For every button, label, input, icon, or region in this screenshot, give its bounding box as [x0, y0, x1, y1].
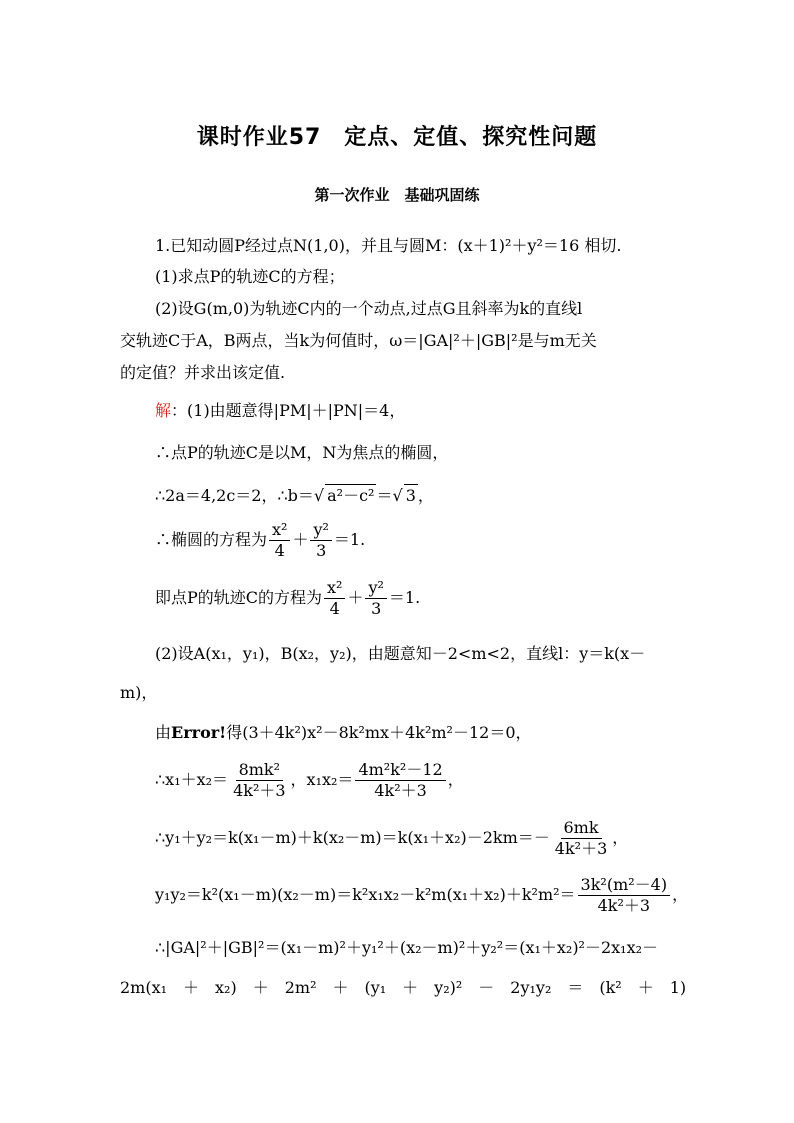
solution-line-10	[120, 818, 674, 859]
denominator: 4	[329, 599, 340, 618]
solution-text: ∴x₁＋x₂＝	[155, 770, 229, 789]
solution-text: y₁y₂＝k²(x₁－m)(x₂－m)＝k²x₁x₂－k²m(x₁＋x₂)＋k²m²＝	[155, 885, 576, 904]
solution-text: ∴y₁＋y₂＝k(x₁－m)＋k(x₂－m)＝k(x₁＋x₂)－2km＝－	[155, 828, 550, 847]
numerator: 3k²(m²－4)	[578, 875, 671, 896]
numerator: x²	[269, 520, 290, 541]
problem-line-3: (2)设G(m,0)为轨迹C内的一个动点,过点G且斜率为k的直线l	[155, 299, 583, 318]
denominator: 4k²＋3	[374, 781, 427, 800]
solution-text: ＝	[376, 486, 393, 505]
denominator: 4	[274, 541, 285, 560]
section-subtitle: 第一次作业 基础巩固练	[314, 186, 480, 204]
solution-text: 由	[155, 723, 172, 742]
numerator: 6mk	[561, 818, 602, 839]
solution-line-12: ∴|GA|²＋|GB|²＝(x₁－m)²＋y₁²＋(x₂－m)²＋y₂²＝(x₁＋x₂)²－2x₁x₂－	[155, 938, 659, 957]
fraction	[552, 818, 610, 859]
solution-label: 解	[155, 401, 172, 420]
denominator: 3	[316, 541, 327, 560]
solution-text: ＝1.	[333, 530, 366, 549]
denominator: 4k²＋3	[554, 839, 608, 858]
denominator: 3	[371, 599, 382, 618]
solution-text: ，x₁x₂＝	[290, 770, 354, 789]
problem-line-4: 交轨迹C于A，B两点，当k为何值时，ω＝|GA|²＋|GB|²是与m无关	[120, 331, 597, 350]
solution-text: ＝1.	[388, 588, 421, 607]
solution-line-9	[120, 760, 674, 801]
solution-text: ＋	[347, 588, 364, 607]
numerator: y²	[310, 520, 331, 541]
solution-line-2: ∴点P的轨迹C是以M，N为焦点的椭圆，	[155, 443, 449, 462]
problem-line-1: 1.已知动圆P经过点N(1,0)，并且与圆M：(x＋1)²＋y²＝16 相切.	[155, 236, 622, 255]
solution-text: ，	[672, 885, 689, 904]
solution-text: ，	[417, 486, 434, 505]
solution-text: ∴2a＝4,2c＝2，∴b＝	[155, 486, 314, 505]
solution-text: ，	[447, 770, 464, 789]
denominator: 4k²＋3	[597, 896, 651, 915]
problem-line-5: 的定值？并求出该定值.	[120, 363, 286, 382]
fraction	[324, 578, 345, 619]
solution-line-3: ∴2a＝4,2c＝2，∴b＝√ a²－c² ＝√ 3 ，	[155, 486, 434, 505]
numerator: x²	[324, 578, 345, 599]
numerator: y²	[365, 578, 386, 599]
denominator: 4k²＋3	[233, 781, 286, 800]
error-text: Error!	[171, 723, 227, 742]
solution-line-1	[120, 400, 674, 422]
fraction	[578, 875, 671, 916]
numerator: 8mk²	[236, 760, 283, 781]
problem-line-2: (1)求点P的轨迹C的方程；	[155, 267, 345, 286]
solution-line-5	[120, 578, 674, 619]
solution-text: ∴椭圆的方程为	[155, 530, 268, 549]
sqrt-radicand: a²－c²	[327, 486, 375, 505]
sqrt-radicand: 3	[405, 486, 416, 505]
solution-text: ＋	[292, 530, 309, 549]
fraction	[269, 520, 290, 561]
solution-text: 得(3＋4k²)x²－8k²mx＋4k²m²－12＝0，	[226, 723, 532, 742]
fraction	[355, 760, 445, 801]
solution-text: ，	[612, 828, 629, 847]
solution-line-8	[120, 722, 674, 744]
fraction	[310, 520, 331, 561]
solution-text: ：(1)由题意得|PM|＋|PN|＝4，	[171, 401, 406, 420]
solution-line-4	[120, 520, 674, 561]
page-title: 课时作业57 定点、定值、探究性问题	[196, 125, 598, 150]
fraction	[230, 760, 288, 801]
fraction	[365, 578, 386, 619]
solution-line-11	[120, 875, 689, 916]
numerator: 4m²k²－12	[355, 760, 445, 781]
solution-text: 即点P的轨迹C的方程为	[155, 588, 323, 607]
solution-line-7: m)，	[120, 683, 158, 702]
solution-line-13: 2m(x₁ ＋ x₂) ＋ 2m² ＋ (y₁ ＋ y₂)² － 2y₁y₂ ＝ (k² ＋ 1)	[120, 978, 687, 997]
solution-line-6: (2)设A(x₁，y₁)，B(x₂，y₂)，由题意知－2<m<2，直线l：y＝k(x－	[155, 644, 646, 663]
